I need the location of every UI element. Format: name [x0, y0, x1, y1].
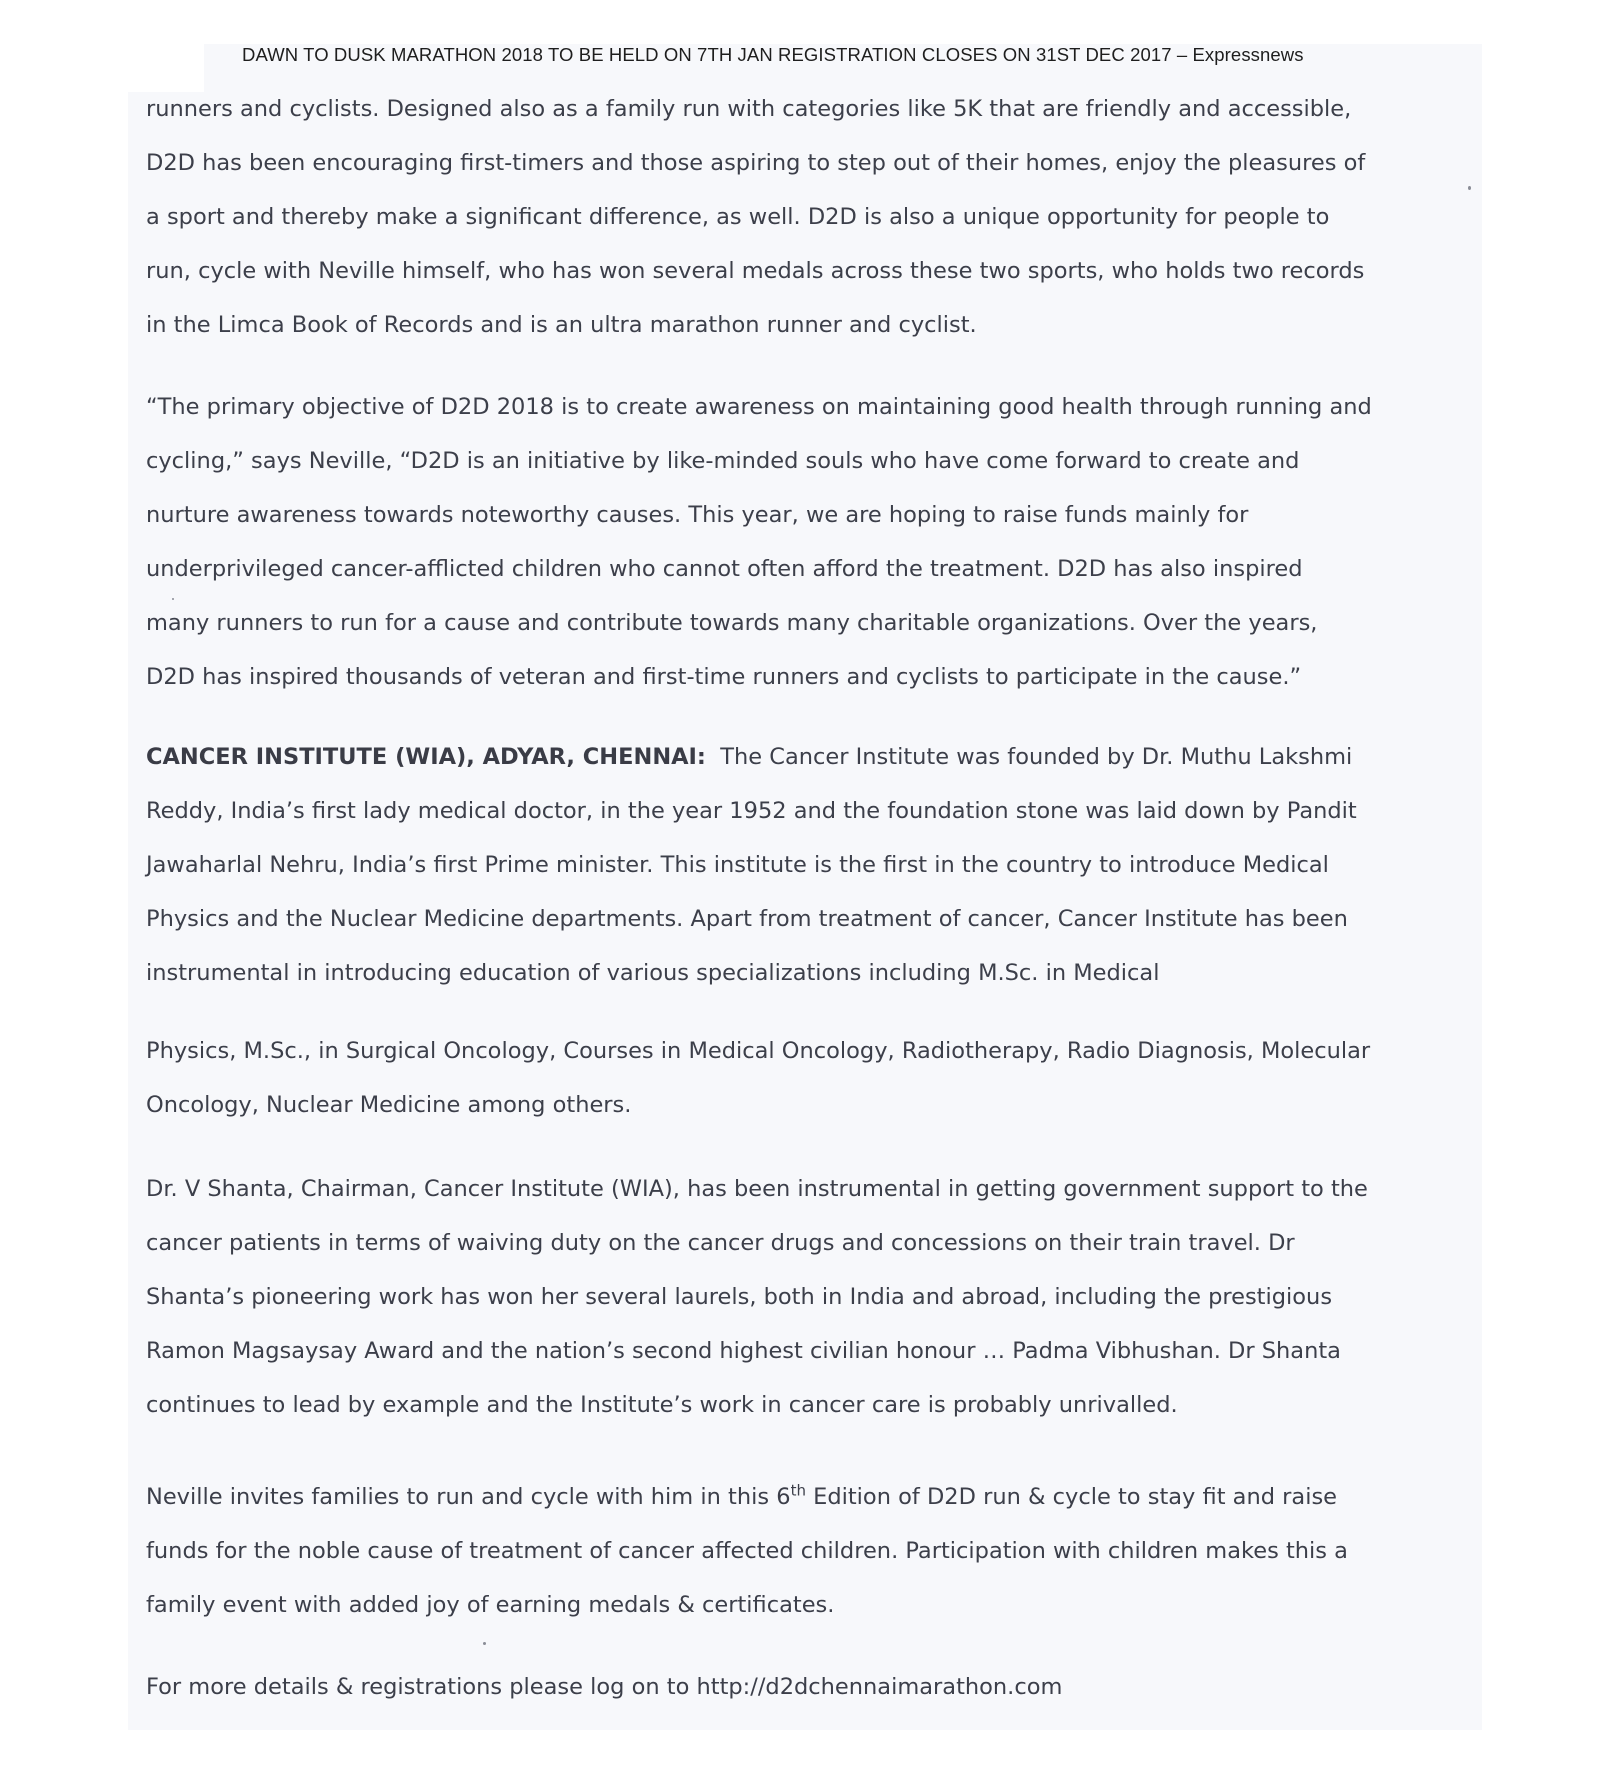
text-line: family event with added joy of earning medals & certificates.	[146, 1592, 835, 1618]
text-span: Neville invites families to run and cycle with him in this 6	[146, 1484, 791, 1510]
text-span: The Cancer Institute was founded by Dr. Muthu Lakshmi	[720, 744, 1353, 770]
text-line	[146, 1470, 1466, 1524]
paragraph-dr-shanta	[146, 1162, 1466, 1432]
text-line	[146, 730, 1466, 784]
ordinal-suffix: th	[790, 1481, 806, 1500]
paragraph-cancer-institute	[146, 730, 1466, 1000]
text-line: Dr. V Shanta, Chairman, Cancer Institute (WIA), has been instrumental in getting government support to the	[146, 1176, 1368, 1202]
text-line: nurture awareness towards noteworthy causes. This year, we are hoping to raise funds mainly for	[146, 502, 1249, 528]
paragraph-courses	[146, 1024, 1466, 1132]
text-span: Edition of D2D run & cycle to stay fit and raise	[805, 1484, 1338, 1510]
paragraph-intro	[146, 82, 1466, 352]
section-heading: CANCER INSTITUTE (WIA), ADYAR, CHENNAI:	[146, 744, 706, 770]
text-line: many runners to run for a cause and contribute towards many charitable organizations. Over the years,	[146, 610, 1318, 636]
paragraph-quote	[146, 380, 1466, 704]
text-line: in the Limca Book of Records and is an ultra marathon runner and cyclist.	[146, 312, 977, 338]
page-header-title: DAWN TO DUSK MARATHON 2018 TO BE HELD ON 7TH JAN REGISTRATION CLOSES ON 31ST DEC 2017 – Expressnews	[242, 44, 1304, 65]
scan-speck	[1468, 186, 1471, 190]
paragraph-invitation	[146, 1470, 1466, 1632]
text-line: funds for the noble cause of treatment of cancer affected children. Participation with children makes this a	[146, 1538, 1348, 1564]
text-line: cycling,” says Neville, “D2D is an initiative by like-minded souls who have come forward to create and	[146, 448, 1300, 474]
text-line: run, cycle with Neville himself, who has won several medals across these two sports, who holds two records	[146, 258, 1365, 284]
text-line: Shanta’s pioneering work has won her several laurels, both in India and abroad, including the prestigious	[146, 1284, 1333, 1310]
text-line: Physics, M.Sc., in Surgical Oncology, Courses in Medical Oncology, Radiotherapy, Radio Diagnosis, Molecular	[146, 1038, 1371, 1064]
text-line: a sport and thereby make a significant difference, as well. D2D is also a unique opportunity for people to	[146, 204, 1330, 230]
text-line: Reddy, India’s first lady medical doctor, in the year 1952 and the foundation stone was laid down by Pandit	[146, 798, 1357, 824]
scan-speck	[483, 1642, 486, 1645]
text-line: runners and cyclists. Designed also as a family run with categories like 5K that are friendly and accessible,	[146, 96, 1352, 122]
text-line: continues to lead by example and the Institute’s work in cancer care is probably unrivalled.	[146, 1392, 1178, 1418]
text-line: cancer patients in terms of waiving duty on the cancer drugs and concessions on their train travel. Dr	[146, 1230, 1295, 1256]
scan-speck	[172, 598, 174, 600]
paragraph-registration	[146, 1660, 1466, 1714]
text-line: D2D has been encouraging first-timers and those aspiring to step out of their homes, enjoy the pleasures of	[146, 150, 1366, 176]
text-line: D2D has inspired thousands of veteran and first-time runners and cyclists to participate in the cause.”	[146, 664, 1302, 690]
registration-link-line: For more details & registrations please log on to http://d2dchennaimarathon.com	[146, 1674, 1063, 1700]
text-line: Jawaharlal Nehru, India’s first Prime minister. This institute is the first in the country to introduce Medical	[146, 852, 1329, 878]
text-line: underprivileged cancer-afflicted children who cannot often afford the treatment. D2D has also inspired	[146, 556, 1303, 582]
text-line: Ramon Magsaysay Award and the nation’s second highest civilian honour … Padma Vibhushan. Dr Shanta	[146, 1338, 1341, 1364]
text-line: Physics and the Nuclear Medicine departments. Apart from treatment of cancer, Cancer Institute has been	[146, 906, 1348, 932]
text-line: Oncology, Nuclear Medicine among others.	[146, 1092, 632, 1118]
text-line: instrumental in introducing education of various specializations including M.Sc. in Medical	[146, 960, 1160, 986]
text-line: “The primary objective of D2D 2018 is to create awareness on maintaining good health through running and	[146, 394, 1372, 420]
